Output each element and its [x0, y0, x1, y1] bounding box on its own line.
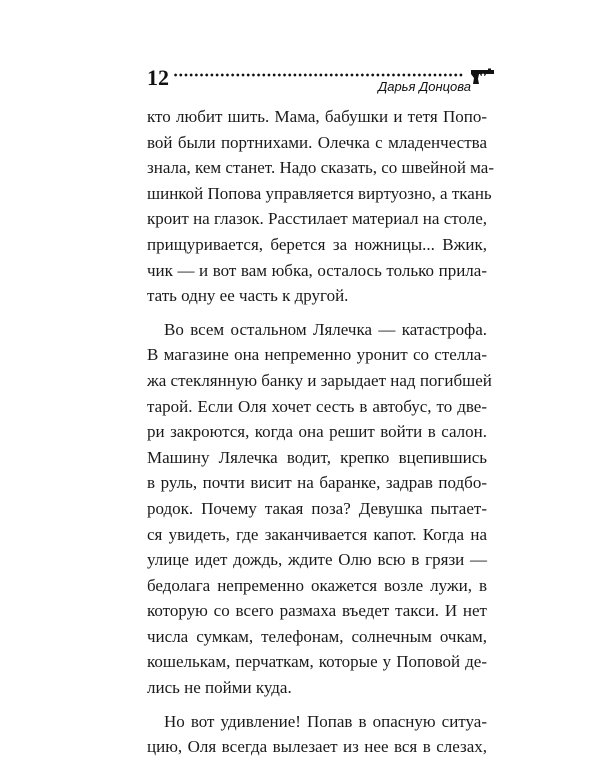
page-number: 12 — [147, 65, 169, 90]
text-line: Машину Лялечка водит, крепко вцепившись — [147, 447, 487, 467]
revolver-icon — [469, 67, 495, 85]
text-line: жа стеклянную банку и зарыдает над погибшей — [147, 370, 492, 390]
text-line: улице идет дождь, ждите Олю всю в грязи — — [147, 550, 487, 570]
paragraph — [147, 317, 492, 701]
paragraph — [147, 709, 487, 760]
text-line: цию, Оля всегда вылезает из нее вся в слезах, — [147, 737, 487, 757]
text-line: В магазине она непременно уронит со стелла- — [147, 345, 487, 365]
text-line: ри закроются, когда она решит войти в салон. — [147, 422, 487, 442]
running-header — [147, 64, 495, 94]
text-line: которую со всего размаха въедет такси. И нет — [147, 601, 487, 621]
text-line: родок. Почему такая поза? Девушка пытает- — [147, 498, 487, 518]
text-line: лись не пойми куда. — [147, 678, 292, 698]
dotted-leader — [173, 73, 463, 77]
body-text — [147, 104, 495, 760]
text-line: в руль, почти висит на баранке, задрав подбо- — [147, 473, 487, 493]
author-name: Дарья Донцова — [378, 79, 471, 94]
text-line: кроит на глазок. Расстилает материал на столе, — [147, 209, 487, 229]
text-line: тать одну ее часть к другой. — [147, 286, 349, 306]
text-line: бедолага непременно окажется возле лужи, в — [147, 575, 487, 595]
text-line: числа сумкам, телефонам, солнечным очкам, — [147, 626, 487, 646]
text-line: шинкой Попова управляется виртуозно, а ткань — [147, 183, 492, 203]
text-line: знала, кем станет. Надо сказать, со швейной ма- — [147, 158, 495, 178]
paragraph-gap — [147, 309, 487, 317]
text-line: кошелькам, перчаткам, которые у Поповой де- — [147, 652, 487, 672]
text-line: прищуривается, берется за ножницы... Вжик, — [147, 234, 487, 254]
text-line: Но вот удивление! Попав в опасную ситуа- — [164, 711, 487, 731]
text-line: чик — и вот вам юбка, осталось только прила- — [147, 260, 487, 280]
text-line: вой были портнихами. Олечка с младенчества — [147, 132, 487, 152]
text-line: тарой. Если Оля хочет сесть в автобус, то две- — [147, 396, 487, 416]
paragraph — [147, 104, 495, 309]
text-line: Во всем остальном Лялечка — катастрофа. — [164, 319, 487, 339]
text-line: кто любит шить. Мама, бабушки и тетя Попо- — [147, 107, 487, 126]
paragraph-gap — [147, 701, 487, 709]
text-line: ся увидеть, где заканчивается капот. Когда на — [147, 524, 487, 544]
